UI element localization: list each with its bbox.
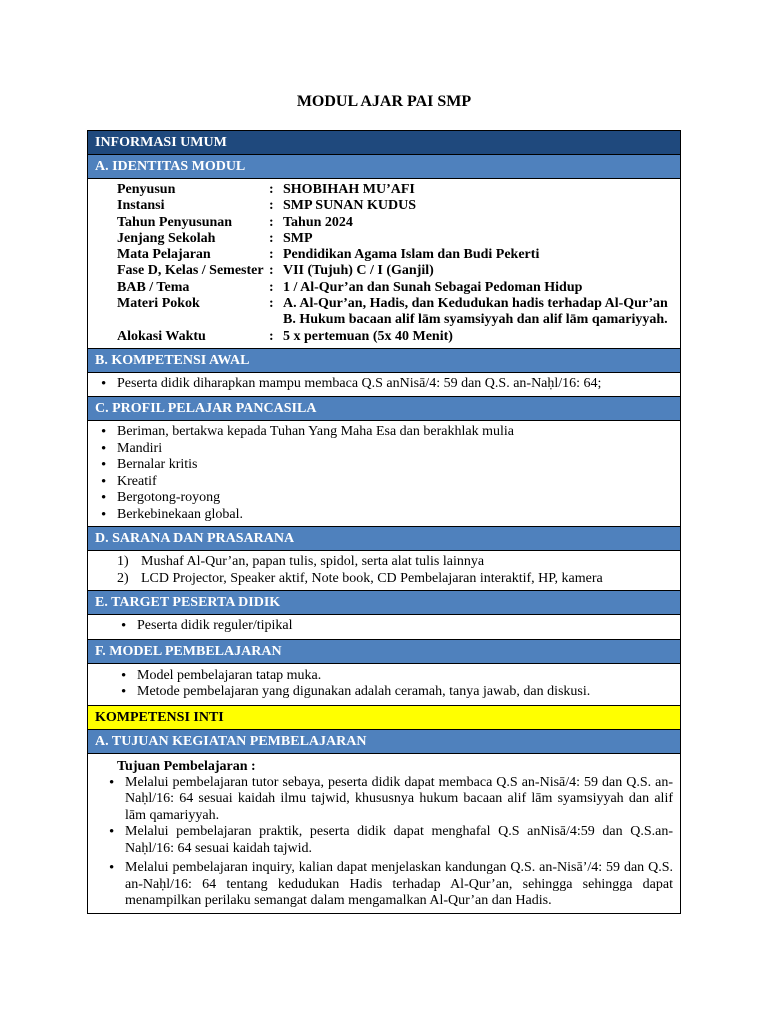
item-number: 2) [117,571,129,587]
identitas-value: Tahun 2024 [283,214,353,230]
list-item: • Melalui pembelajaran tutor sebaya, peserta didik dapat membaca Q.S an-Nisā/4: 59 dan Q.S. an-Naḥl/16: 64 sesuai kaidah ilmu tajwid, khususnya hukum bacaan alif lām syamsiyyah dan alif lām qamariyyah. [103,775,673,825]
module-table [87,130,681,914]
identitas-row [117,312,680,328]
identitas-value: VII (Tujuh) C / I (Ganjil) [283,263,434,279]
section-header-sarana: D. SARANA DAN PRASARANA [88,527,680,551]
identitas-label: Materi Pokok [117,296,200,312]
identitas-label: BAB / Tema [117,279,190,295]
identitas-label: Penyusun [117,182,176,197]
identitas-label: Mata Pelajaran [117,247,211,263]
identitas-value: 1 / Al-Qur’an dan Sunah Sebagai Pedoman Hidup [283,279,583,295]
identitas-row [117,280,680,296]
colon: : [269,247,274,263]
identitas-label: Instansi [117,198,165,214]
colon: : [269,230,274,246]
identitas-label [117,312,269,328]
bullet-list [95,424,673,523]
identitas-label: Alokasi Waktu [117,328,206,344]
colon: : [269,182,274,197]
item-text: LCD Projector, Speaker aktif, Note book, CD Pembelajaran interaktif, HP, kamera [141,571,603,587]
section-header-identitas: A. IDENTITAS MODUL [88,155,680,179]
identitas-label: Tahun Penyusunan [117,214,233,230]
identitas-row [117,231,680,247]
list-item: • Peserta didik reguler/tipikal [115,618,673,635]
identitas-block [88,179,680,349]
list-item: • Mandiri [95,441,673,458]
section-header-informasi-umum: INFORMASI UMUM [88,131,680,155]
identitas-value: A. Al-Qur’an, Hadis, dan Kedudukan hadis terhadap Al-Qur’an [283,296,668,312]
colon: : [269,263,274,279]
list-item: • Metode pembelajaran yang digunakan adalah ceramah, tanya jawab, dan diskusi. [115,684,673,701]
section-header-tujuan: A. TUJUAN KEGIATAN PEMBELAJARAN [88,730,680,754]
list-item: • Beriman, bertakwa kepada Tuhan Yang Maha Esa dan berakhlak mulia [95,424,673,441]
list-item: • Berkebinekaan global. [95,507,673,524]
identitas-row [117,263,680,279]
sarana-block [88,551,680,591]
identitas-value: B. Hukum bacaan alif lām syamsiyyah dan alif lām qamariyyah. [283,312,668,328]
colon: : [269,198,274,214]
list-item [95,570,673,587]
identitas-row [117,247,680,263]
identitas-row [117,329,680,345]
bullet-list [95,775,673,910]
list-item: • Kreatif [95,474,673,491]
colon: : [269,296,274,312]
identitas-value: SMP [283,230,313,246]
section-header-kompetensi-inti: KOMPETENSI INTI [88,706,680,730]
identitas-row [117,198,680,214]
colon-spacer [269,312,283,328]
identitas-value: Pendidikan Agama Islam dan Budi Pekerti [283,247,540,263]
bullet-list [95,668,673,701]
section-header-target: E. TARGET PESERTA DIDIK [88,591,680,615]
identitas-value: SMP SUNAN KUDUS [283,198,417,214]
list-item: • Model pembelajaran tatap muka. [115,668,673,685]
bullet-list [95,376,673,393]
colon: : [269,214,274,230]
numbered-list [95,553,673,587]
identitas-label: Fase D, Kelas / Semester [117,263,264,279]
section-header-model: F. MODEL PEMBELAJARAN [88,640,680,664]
kompetensi-awal-block [88,373,680,398]
list-item: • Bergotong-royong [95,490,673,507]
identitas-value: 5 x pertemuan (5x 40 Menit) [283,328,453,344]
list-item [95,553,673,570]
identitas-value: SHOBIHAH MU’AFI [283,182,415,197]
item-text: Mushaf Al-Qur’an, papan tulis, spidol, serta alat tulis lainnya [141,554,485,570]
list-item: • Melalui pembelajaran inquiry, kalian dapat menjelaskan kandungan Q.S. an-Nisā’/4: 59 dan Q.S. an-Naḥl/16: 64 tentang kedudukan Hadis terhadap Al-Qur’an, sehingga sehingga dapat menampilkan perilaku semangat dalam mengamalkan Al-Qur’an dan Hadis. [103,860,673,910]
document-title: MODUL AJAR PAI SMP [296,93,472,110]
list-item: • Peserta didik diharapkan mampu membaca Q.S anNisā/4: 59 dan Q.S. an-Naḥl/16: 64; [95,376,673,393]
colon: : [269,328,274,344]
item-number: 1) [117,554,129,570]
colon: : [269,279,274,295]
bullet-list [95,618,673,635]
tujuan-block [88,754,680,913]
target-block [88,615,680,640]
list-item: • Bernalar kritis [95,457,673,474]
identitas-row [117,182,680,198]
identitas-label: Jenjang Sekolah [117,230,216,246]
list-item: • Melalui pembelajaran praktik, peserta didik dapat menghafal Q.S anNisā/4:59 dan Q.S.an-Naḥl/16: 64 sesuai kaidah tajwid. [103,824,673,857]
tujuan-heading: Tujuan Pembelajaran : [117,758,256,774]
model-block [88,664,680,706]
profil-block [88,421,680,527]
identitas-row [117,296,680,312]
section-header-kompetensi-awal: B. KOMPETENSI AWAL [88,349,680,373]
section-header-profil: C. PROFIL PELAJAR PANCASILA [88,397,680,421]
identitas-row [117,215,680,231]
